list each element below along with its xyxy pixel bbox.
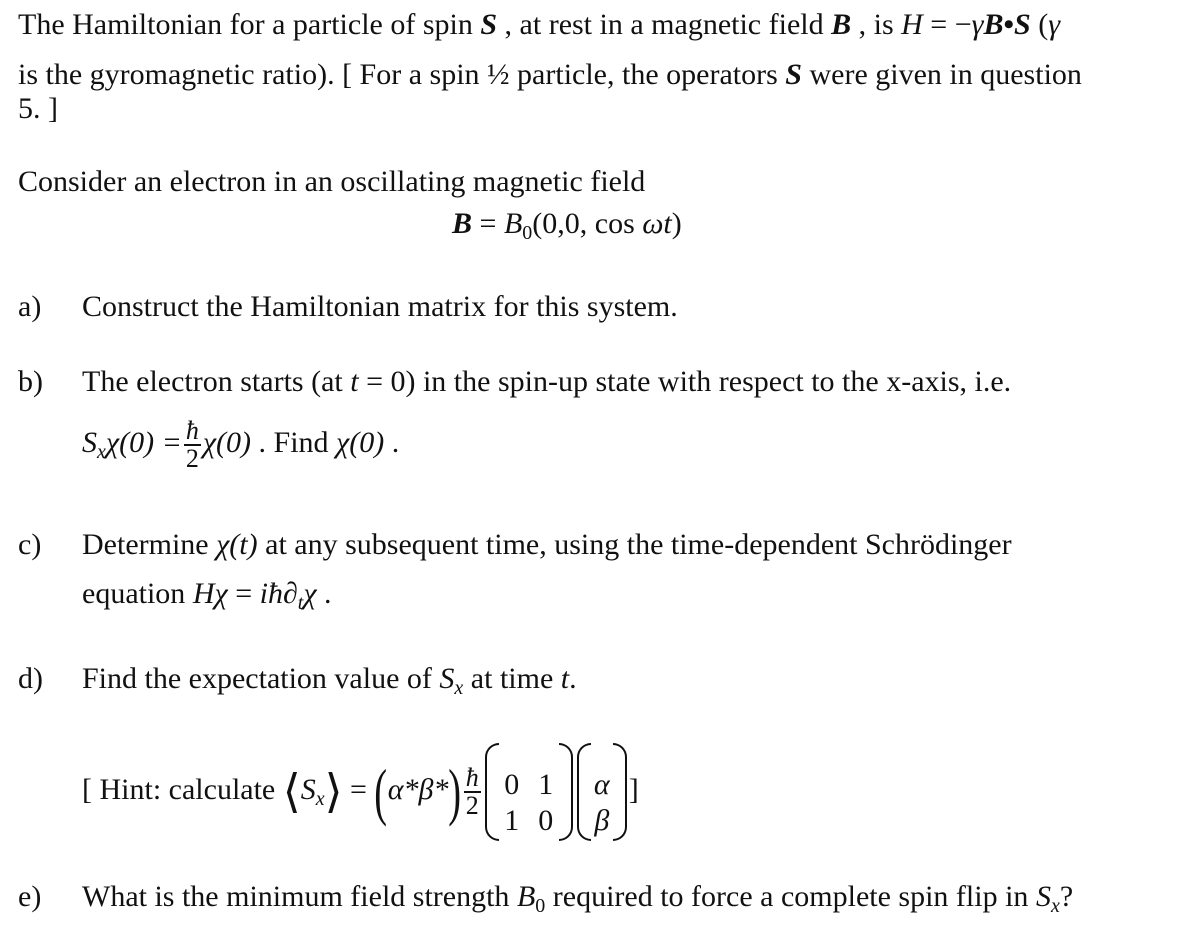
intro-line-3 <box>18 92 58 126</box>
subscript: 0 <box>522 222 533 244</box>
part-c-label: c) <box>18 528 42 561</box>
field-args: (0,0, cos <box>532 207 643 240</box>
spin-symbol: S <box>785 58 802 91</box>
part-c-line-1: Determine χ(t) at any subsequent time, using the time-dependent Schrödinger <box>82 528 1012 561</box>
ihbar-partial: iħ∂ <box>259 577 298 610</box>
chi-zero: χ(0) <box>336 425 385 459</box>
field-equation <box>452 207 682 250</box>
right-angle: ⟩ <box>324 766 343 817</box>
part-c-line-2: equation $H\chi = iħ\partial_t\chi$ . <box>82 577 332 614</box>
part-e-label: e) <box>18 880 42 913</box>
chi-symbol: χ <box>303 577 317 610</box>
equals: = <box>472 207 504 240</box>
field-symbol: B <box>452 207 473 240</box>
intro-text: , at rest in a magnetic field <box>497 8 832 41</box>
hbar-over-2: $\frac{ħ}{2}$ <box>465 763 479 820</box>
subscript: x <box>315 787 325 810</box>
intro-line-2 <box>18 58 1082 92</box>
sx-symbol: S <box>300 772 316 806</box>
part-b-line-1: The electron starts (at t = 0) in the spin-up state with respect to the x-axis, i.e. <box>82 365 1012 398</box>
spin-symbol: S <box>480 8 498 41</box>
part-a-text: Construct the Hamiltonian matrix for this system. <box>82 290 678 323</box>
hint-line: [ Hint: calculate $⟨S_x⟩ = (\alpha*\beta*)$ $\frac{ħ}{2}$ 0 1 1 0 α β ] <box>82 745 639 825</box>
close-paren: ) <box>671 207 682 240</box>
left-paren: ( <box>374 756 388 827</box>
chi-zero: χ(0) <box>202 425 252 459</box>
part-b-label: b) <box>18 365 43 398</box>
h-chi: Hχ <box>192 577 228 610</box>
sx-symbol: S <box>1035 880 1051 913</box>
dot-operator: • <box>1003 8 1014 41</box>
gamma-symbol: γ <box>971 8 984 41</box>
gamma-symbol: γ <box>1048 8 1061 41</box>
intro-text: is the gyromagnetic ratio). [ For a spin ½ particle, the operators <box>18 58 786 91</box>
sx-symbol: S <box>439 662 455 695</box>
part-d-line-1: Find the expectation value of $S_x$ at time t. <box>82 662 577 699</box>
part-e-text: What is the minimum field strength $B_0$ required to force a complete spin flip in $S_x$? <box>82 880 1074 917</box>
sx-symbol: S <box>82 425 97 459</box>
subscript: x <box>454 677 464 699</box>
consider-text: Consider an electron in an oscillating magnetic field <box>18 165 646 198</box>
chi-zero: χ(0) = <box>105 425 182 459</box>
part-d-label: d) <box>18 662 43 695</box>
part-b-line-2: $S_x\chi(0)$ = $\frac{ħ}{2}$ χ(0) . Find χ(0) . <box>82 416 400 473</box>
subscript: x <box>1050 895 1060 917</box>
equals-minus: = − <box>922 8 972 41</box>
chi-t: χ(t) <box>216 528 258 561</box>
time-symbol: t <box>350 365 359 398</box>
pauli-x-matrix: 0 1 1 0 <box>485 745 573 839</box>
subscript: 0 <box>535 895 546 917</box>
spin-symbol: S <box>1014 8 1031 41</box>
omega-t: ωt <box>642 207 672 240</box>
field-symbol: B <box>983 8 1004 41</box>
field-symbol: B <box>831 8 852 41</box>
left-angle: ⟨ <box>282 766 301 817</box>
open-paren: ( <box>1030 8 1049 41</box>
spinor-vector: α β <box>577 745 627 839</box>
intro-text: , is <box>851 8 902 41</box>
subscript: x <box>97 440 106 463</box>
part-a-label: a) <box>18 290 42 323</box>
intro-text: 5. ] <box>18 92 58 125</box>
subscript: t <box>297 592 304 614</box>
field-amplitude: B <box>516 880 536 913</box>
time-symbol: t <box>560 662 570 695</box>
hbar-over-2: $\frac{ħ}{2}$ <box>185 416 199 473</box>
right-paren: ) <box>448 756 462 827</box>
hamiltonian-symbol: H <box>901 8 923 41</box>
field-amplitude: B <box>503 207 523 240</box>
intro-text: The Hamiltonian for a particle of spin <box>18 8 481 41</box>
intro-text: were given in question <box>801 58 1082 91</box>
intro-line-1 <box>18 8 1060 42</box>
